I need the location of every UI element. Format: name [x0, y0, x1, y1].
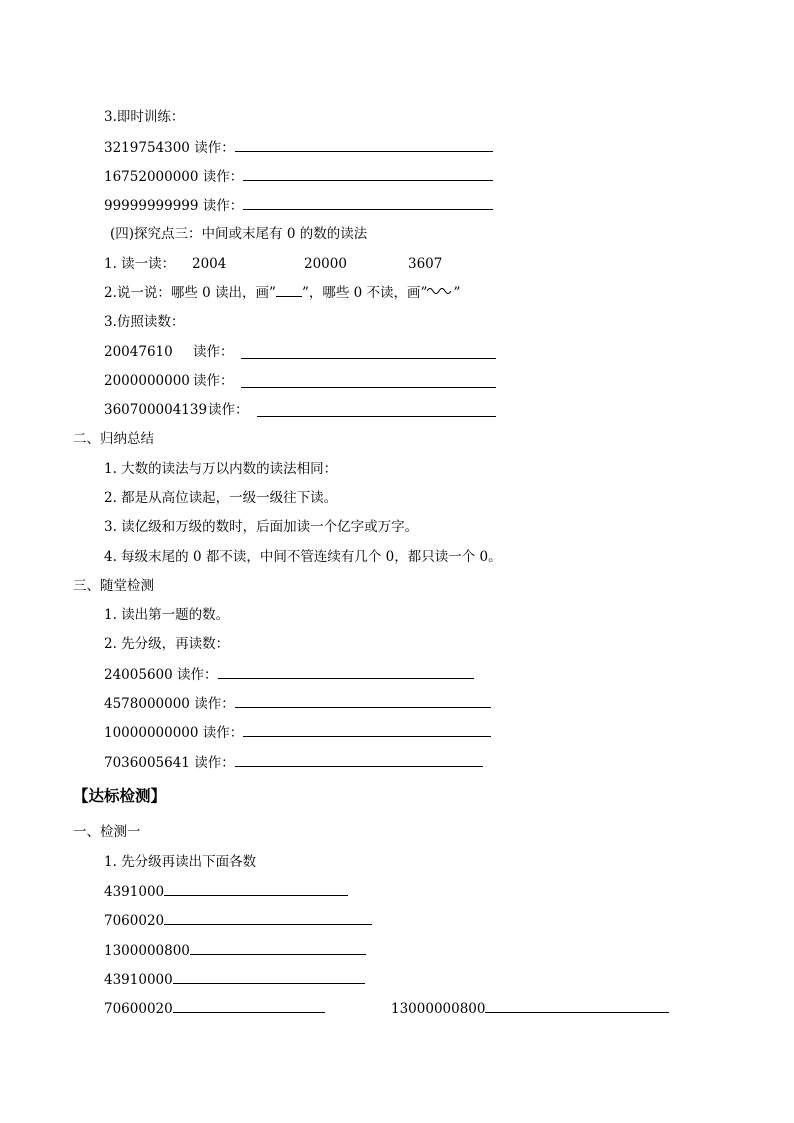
summary-item: 2. 都是从高位读起，一级一级往下读。	[104, 490, 338, 506]
answer-blank[interactable]	[235, 752, 483, 767]
wavy-line-icon	[427, 285, 453, 295]
fill-row	[104, 910, 372, 930]
answer-blank[interactable]	[164, 910, 372, 925]
standard-subheading: 一、检测一	[73, 824, 141, 840]
answer-blank[interactable]	[241, 373, 496, 388]
read-number: 20000	[304, 256, 347, 272]
read-label: 读作：	[193, 373, 234, 389]
number-text: 10000000000	[104, 725, 199, 741]
reading-row	[104, 400, 249, 420]
number-text: 99999999999	[104, 198, 199, 214]
section-heading-explore: (四)探究点三：中间或末尾有 0 的数的读法	[110, 226, 368, 242]
read-label: 读作：	[177, 667, 218, 683]
number-text: 16752000000	[104, 169, 199, 185]
reading-row	[104, 166, 493, 186]
number-text: 2000000000	[104, 373, 190, 389]
answer-blank[interactable]	[235, 693, 491, 708]
summary-item: 1. 大数的读法与万以内数的读法相同：	[104, 461, 338, 477]
answer-blank[interactable]	[243, 195, 493, 210]
reading-row	[104, 664, 474, 684]
number-text: 13000000800	[391, 1001, 486, 1017]
reading-row	[104, 195, 493, 215]
summary-item: 3. 读亿级和万级的数时，后面加读一个亿字或万字。	[104, 519, 419, 535]
summary-item: 4. 每级末尾的 0 都不读，中间不管连续有几个 0，都只读一个 0。	[104, 549, 502, 565]
check-heading: 三、随堂检测	[73, 578, 154, 594]
reading-row	[104, 693, 491, 713]
section-heading-training: 3.即时训练：	[104, 109, 185, 125]
read-label: 读作：	[194, 755, 235, 771]
say-text: 2.说一说：哪些 0 读出，画”	[104, 285, 276, 301]
read-label: 读作：	[202, 725, 244, 741]
answer-blank[interactable]	[173, 998, 325, 1013]
read-label: 读作：	[208, 402, 249, 418]
standard-title: 【达标检测】	[73, 787, 167, 805]
say-text: ”	[453, 285, 461, 301]
reading-row	[104, 752, 483, 772]
say-row	[104, 283, 460, 303]
answer-blank[interactable]	[243, 722, 491, 737]
answer-blank[interactable]	[257, 402, 496, 417]
number-text: 3219754300	[104, 140, 190, 156]
answer-blank[interactable]	[173, 969, 365, 984]
check-item: 2. 先分级，再读数：	[104, 636, 230, 652]
read-aloud-row	[104, 254, 443, 274]
reading-row	[104, 137, 493, 157]
read-label: 读作：	[202, 198, 244, 214]
answer-blank[interactable]	[218, 664, 474, 679]
answer-blank[interactable]	[164, 881, 348, 896]
number-text: 7036005641	[104, 755, 190, 771]
read-label: 读作：	[202, 169, 244, 185]
check-item: 1. 读出第一题的数。	[104, 607, 230, 623]
number-text: 20047610	[104, 344, 173, 360]
answer-blank[interactable]	[190, 940, 366, 955]
say-text: ”，哪些 0 不读，画”	[301, 285, 428, 301]
answer-blank[interactable]	[485, 998, 669, 1013]
answer-blank[interactable]	[235, 137, 493, 152]
reading-row	[104, 371, 234, 391]
fill-row	[104, 969, 365, 989]
read-label: 读作：	[194, 696, 235, 712]
answer-blank[interactable]	[241, 344, 496, 359]
answer-blank[interactable]	[243, 166, 493, 181]
number-text: 360700004139	[104, 402, 208, 418]
read-label: 读作：	[194, 140, 235, 156]
fill-row	[104, 881, 348, 901]
number-text: 1300000800	[104, 943, 190, 959]
fill-row	[104, 940, 366, 960]
read-label: 1. 读一读：	[104, 256, 176, 272]
read-number: 3607	[408, 256, 443, 272]
fill-row	[391, 998, 669, 1018]
number-text: 43910000	[104, 972, 173, 988]
number-text: 7060020	[104, 913, 165, 929]
reading-row	[104, 342, 234, 362]
read-number: 2004	[192, 256, 227, 272]
fill-row	[104, 998, 325, 1018]
number-text: 4391000	[104, 884, 165, 900]
underline-mark	[276, 283, 302, 297]
number-text: 4578000000	[104, 696, 190, 712]
number-text: 24005600	[104, 667, 173, 683]
summary-heading: 二、归纳总结	[73, 431, 154, 447]
imitate-heading: 3.仿照读数：	[104, 314, 185, 330]
reading-row	[104, 722, 491, 742]
read-label: 读作：	[193, 344, 234, 360]
number-text: 70600020	[104, 1001, 173, 1017]
standard-instruction: 1. 先分级再读出下面各数	[104, 854, 257, 870]
